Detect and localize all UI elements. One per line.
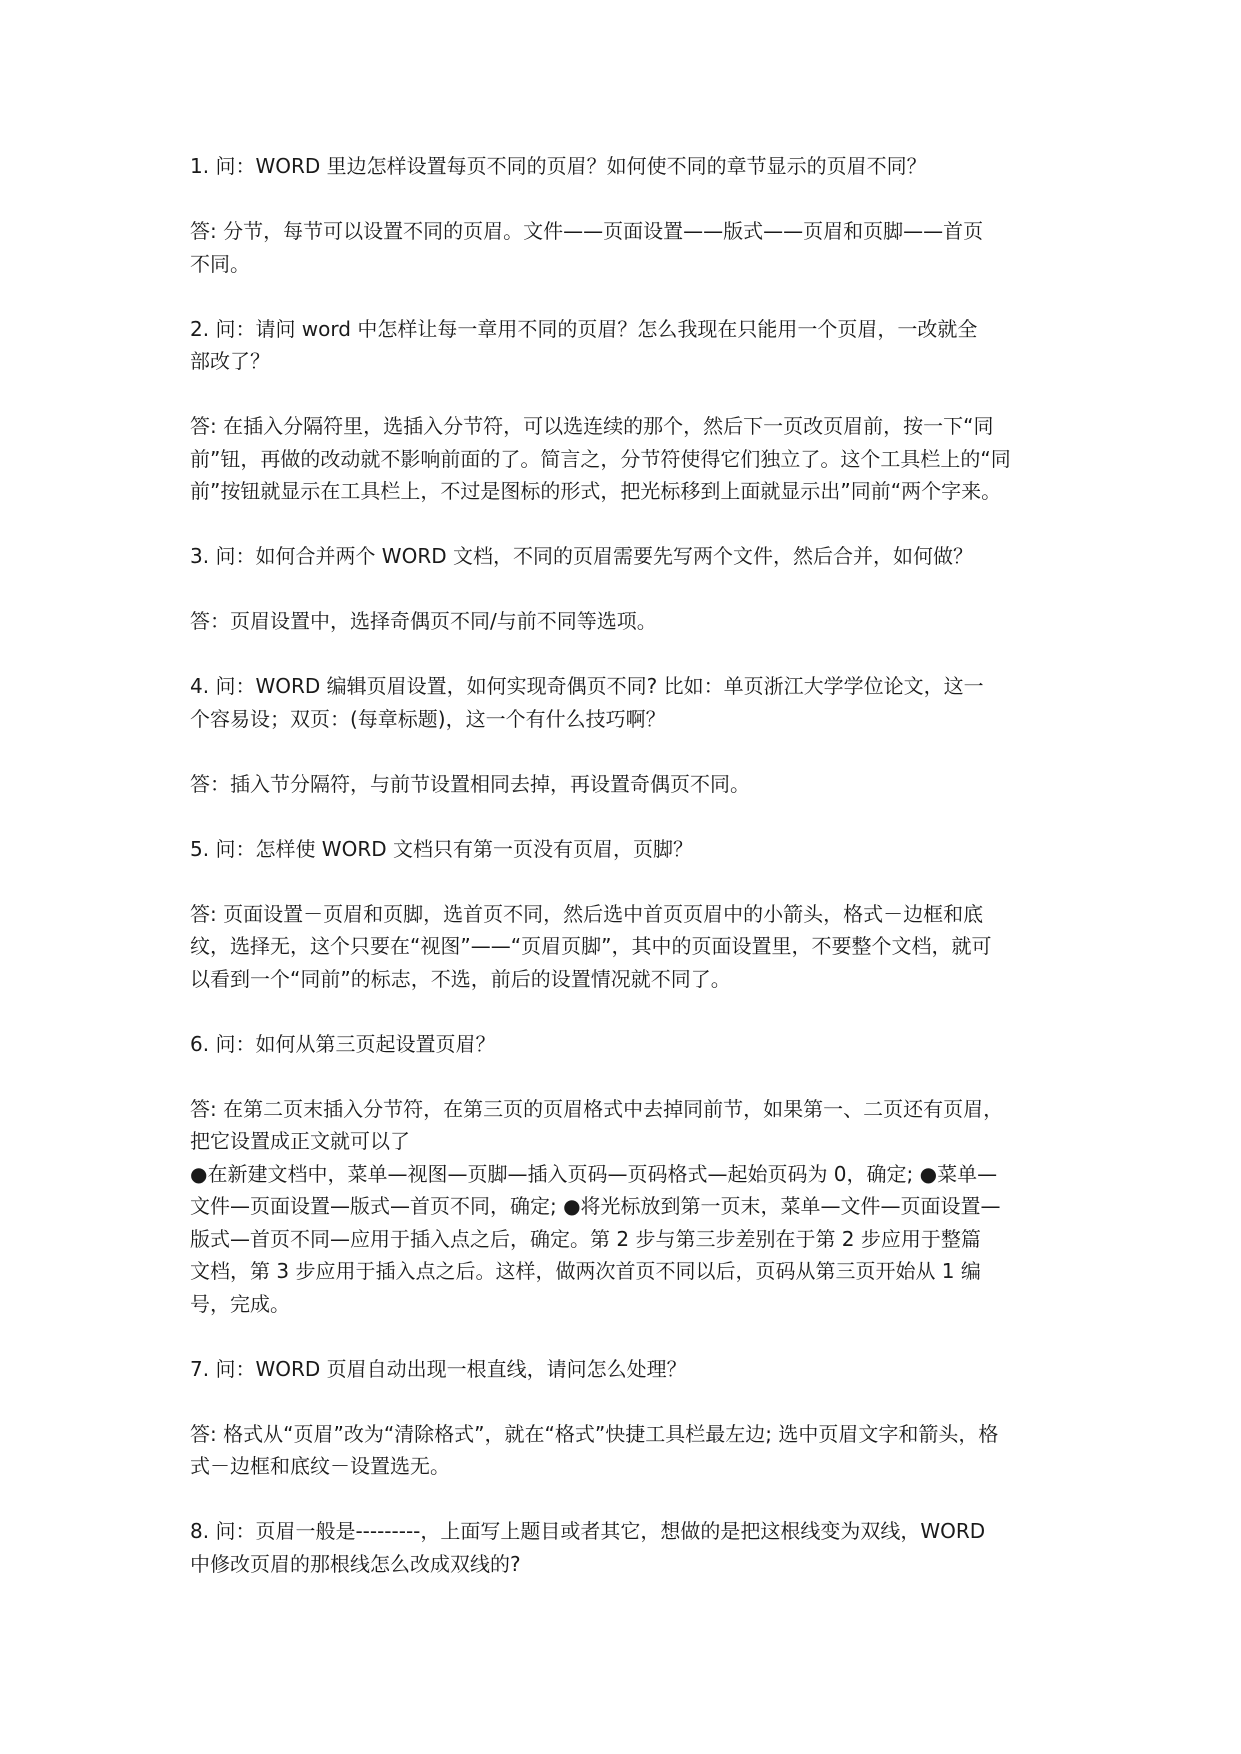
- text-line: 1. 问：WORD 里边怎样设置每页不同的页眉？如何使不同的章节显示的页眉不同？: [190, 154, 927, 178]
- text-line: 答: 在插入分隔符里，选插入分节符，可以选连续的那个，然后下一页改页眉前，按一下“同: [190, 414, 994, 438]
- text-line: 把它设置成正文就可以了: [190, 1129, 410, 1153]
- paragraph: [190, 313, 1070, 378]
- text-line: 答: 在第二页末插入分节符，在第三页的页眉格式中去掉同前节，如果第一、二页还有页眉，: [190, 1096, 1004, 1121]
- document-body: [190, 150, 1070, 1613]
- text-line: 文件—页面设置—版式—首页不同，确定; ●将光标放到第一页末，菜单—文件—页面设置—: [190, 1194, 1001, 1218]
- text-line: 2. 问：请问 word 中怎样让每一章用不同的页眉？怎么我现在只能用一个页眉，一改就全: [190, 316, 978, 341]
- paragraph: [190, 1353, 1070, 1386]
- text-line: 8. 问：页眉一般是---------，上面写上题目或者其它，想做的是把这根线变为双线，WORD: [190, 1519, 986, 1543]
- paragraph: [190, 540, 1070, 573]
- text-line: 3. 问：如何合并两个 WORD 文档，不同的页眉需要先写两个文件，然后合并，如何做？: [190, 544, 973, 568]
- text-line: 6. 问：如何从第三页起设置页眉？: [190, 1031, 496, 1056]
- text-line: 答: 页面设置－页眉和页脚，选首页不同，然后选中首页页眉中的小箭头，格式－边框和底: [190, 901, 984, 926]
- text-line: 版式—首页不同—应用于插入点之后，确定。第 2 步与第三步差别在于第 2 步应用于整篇: [190, 1226, 981, 1251]
- text-line: 答：插入节分隔符，与前节设置相同去掉，再设置奇偶页不同。: [190, 771, 750, 796]
- text-line: 4. 问：WORD 编辑页眉设置，如何实现奇偶页不同? 比如：单页浙江大学学位论文，这一: [190, 674, 984, 698]
- text-line: 文档，第 3 步应用于插入点之后。这样，做两次首页不同以后，页码从第三页开始从 1 编: [190, 1259, 981, 1283]
- text-line: 7. 问：WORD 页眉自动出现一根直线，请问怎么处理？: [190, 1356, 687, 1381]
- paragraph: [190, 670, 1070, 735]
- paragraph: [190, 1093, 1070, 1158]
- text-line: 前”按钮就显示在工具栏上，不过是图标的形式，把光标移到上面就显示出”同前“两个字来。: [190, 479, 1002, 503]
- paragraph: [190, 1515, 1070, 1580]
- text-line: 中修改页眉的那根线怎么改成双线的?: [190, 1551, 521, 1576]
- text-line: 式－边框和底纹－设置选无。: [190, 1454, 450, 1478]
- paragraph: [190, 150, 1070, 183]
- text-line: 以看到一个“同前”的标志，不选，前后的设置情况就不同了。: [190, 966, 731, 991]
- paragraph: [190, 768, 1070, 801]
- text-line: 答: 分节，每节可以设置不同的页眉。文件——页面设置——版式——页眉和页脚——首页: [190, 219, 984, 243]
- paragraph: [190, 410, 1070, 508]
- paragraph: [190, 1418, 1070, 1483]
- text-line: 答：页眉设置中，选择奇偶页不同/与前不同等选项。: [190, 609, 657, 633]
- text-line: 答: 格式从“页眉”改为“清除格式”，就在“格式”快捷工具栏最左边; 选中页眉文字和箭头，格: [190, 1421, 999, 1446]
- paragraph: [190, 1028, 1070, 1061]
- text-line: 不同。: [190, 251, 250, 276]
- text-line: 前”钮，再做的改动就不影响前面的了。简言之，分节符使得它们独立了。这个工具栏上的“同: [190, 446, 1011, 471]
- text-line: 5. 问：怎样使 WORD 文档只有第一页没有页眉，页脚？: [190, 836, 693, 861]
- text-line: 个容易设；双页：(每章标题)，这一个有什么技巧啊？: [190, 706, 666, 731]
- paragraph: [190, 1158, 1070, 1321]
- text-line: 纹，选择无，这个只要在“视图”——“页眉页脚”，其中的页面设置里，不要整个文档，就可: [190, 934, 992, 958]
- paragraph: [190, 833, 1070, 866]
- paragraph: [190, 898, 1070, 996]
- text-line: 号，完成。: [190, 1291, 290, 1316]
- text-line: 部改了？: [190, 349, 270, 373]
- paragraph: [190, 215, 1070, 280]
- paragraph: [190, 605, 1070, 638]
- text-line: ●在新建文档中，菜单—视图—页脚—插入页码—页码格式—起始页码为 0，确定; ●菜单—: [190, 1161, 998, 1186]
